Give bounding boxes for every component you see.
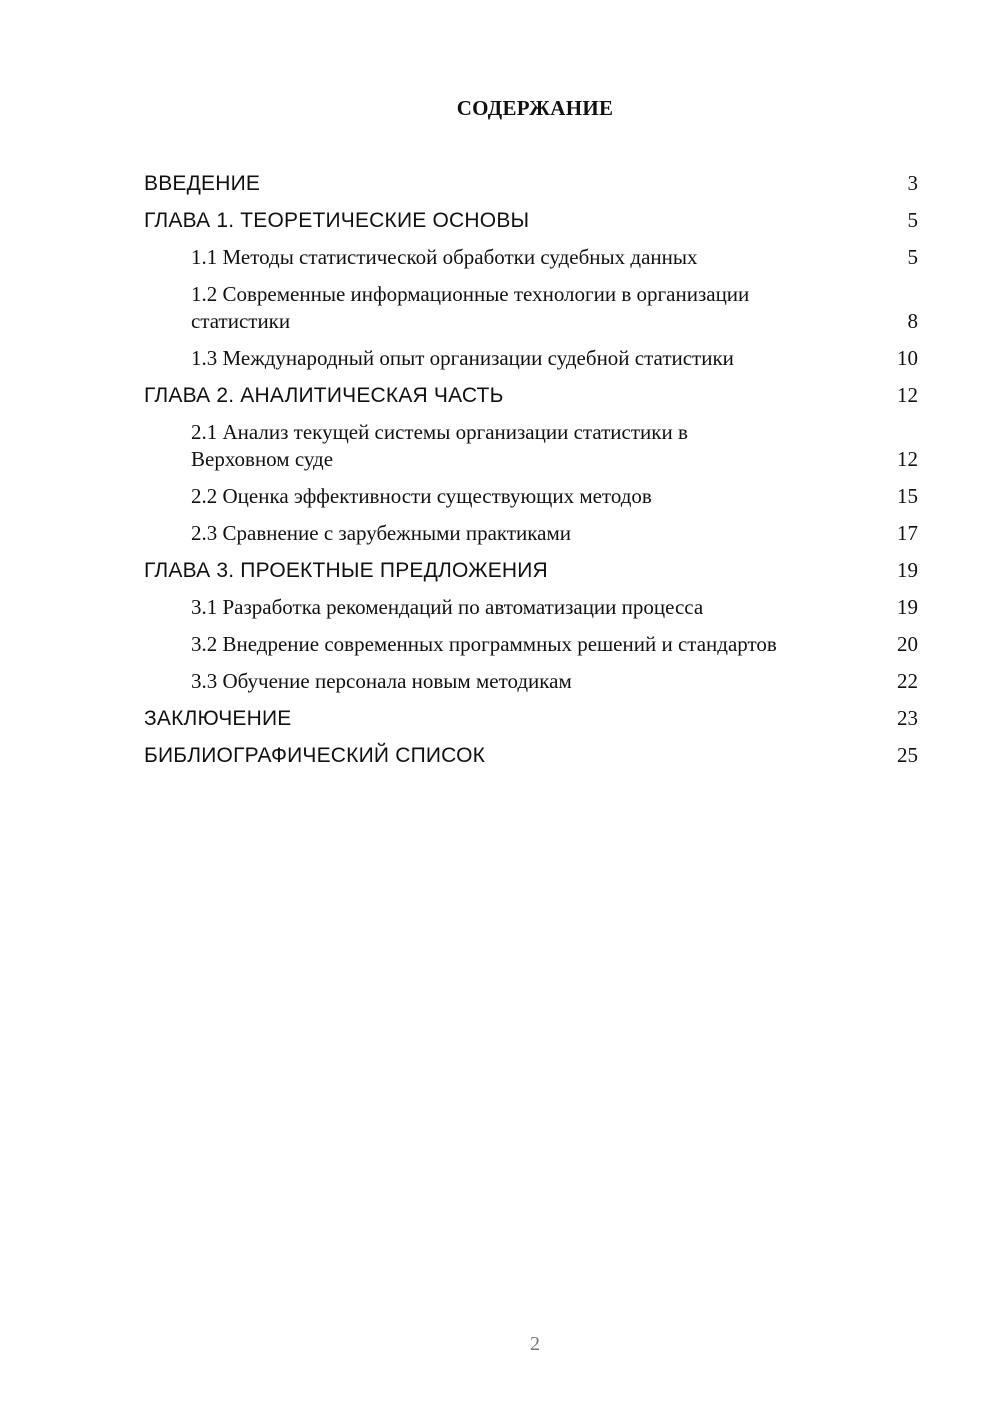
toc-title: СОДЕРЖАНИЕ bbox=[456, 96, 614, 120]
toc-entry-text: ВВЕДЕНИЕ bbox=[144, 172, 261, 195]
toc-entry-page: 12 bbox=[897, 447, 918, 471]
toc-entry-page: 22 bbox=[897, 669, 918, 693]
toc-entry-section-1-3[interactable] bbox=[144, 345, 918, 372]
toc-entry-page: 25 bbox=[897, 743, 918, 767]
toc-entry-page: 5 bbox=[907, 245, 918, 269]
toc-entry-text: БИБЛИОГРАФИЧЕСКИЙ СПИСОК bbox=[144, 744, 486, 767]
toc-entry-section-1-1[interactable] bbox=[144, 244, 918, 271]
toc-entry-section-3-1[interactable] bbox=[144, 594, 918, 621]
toc-entry-text: ГЛАВА 1. ТЕОРЕТИЧЕСКИЕ ОСНОВЫ bbox=[144, 209, 530, 232]
toc-entry-page: 10 bbox=[897, 346, 918, 370]
toc-entry-page: 12 bbox=[897, 383, 918, 407]
toc-entry-text: ЗАКЛЮЧЕНИЕ bbox=[144, 707, 292, 730]
toc-entry-page: 19 bbox=[897, 558, 918, 582]
toc-entry-text: ГЛАВА 3. ПРОЕКТНЫЕ ПРЕДЛОЖЕНИЯ bbox=[144, 559, 548, 582]
toc-entry-page: 15 bbox=[897, 484, 918, 508]
toc-entry-conclusion[interactable] bbox=[144, 705, 918, 732]
toc-entry-text: 2.3 Сравнение с зарубежными практиками bbox=[191, 521, 571, 545]
toc-entry-section-2-1[interactable] bbox=[144, 419, 918, 473]
toc-entry-chapter-2[interactable] bbox=[144, 382, 918, 409]
toc-entry-section-2-3[interactable] bbox=[144, 520, 918, 547]
toc-entry-text: 2.2 Оценка эффективности существующих методов bbox=[191, 484, 652, 508]
toc-entry-text: ГЛАВА 2. АНАЛИТИЧЕСКАЯ ЧАСТЬ bbox=[144, 384, 504, 407]
table-of-contents bbox=[144, 170, 918, 779]
toc-entry-section-3-3[interactable] bbox=[144, 668, 918, 695]
toc-entry-chapter-1[interactable] bbox=[144, 207, 918, 234]
toc-entry-page: 5 bbox=[907, 208, 918, 232]
toc-entry-introduction[interactable] bbox=[144, 170, 918, 197]
toc-entry-page: 8 bbox=[907, 309, 918, 333]
toc-entry-bibliography[interactable] bbox=[144, 742, 918, 769]
toc-entry-section-1-2[interactable] bbox=[144, 281, 918, 335]
toc-entry-page: 19 bbox=[897, 595, 918, 619]
toc-entry-page: 3 bbox=[907, 171, 918, 195]
toc-entry-text: 1.2 Современные информационные технологии в организации статистики bbox=[191, 282, 750, 333]
toc-entry-chapter-3[interactable] bbox=[144, 557, 918, 584]
toc-entry-page: 23 bbox=[897, 706, 918, 730]
toc-entry-text: 3.2 Внедрение современных программных решений и стандартов bbox=[191, 632, 777, 656]
toc-entry-page: 17 bbox=[897, 521, 918, 545]
toc-entry-text: 3.1 Разработка рекомендаций по автоматизации процесса bbox=[191, 595, 704, 619]
toc-entry-text: 1.1 Методы статистической обработки судебных данных bbox=[191, 245, 698, 269]
toc-entry-section-2-2[interactable] bbox=[144, 483, 918, 510]
page-number: 2 bbox=[530, 1333, 540, 1355]
toc-entry-text: 3.3 Обучение персонала новым методикам bbox=[191, 669, 572, 693]
toc-entry-text: 1.3 Международный опыт организации судебной статистики bbox=[191, 346, 734, 370]
toc-entry-section-3-2[interactable] bbox=[144, 631, 918, 658]
toc-entry-text: 2.1 Анализ текущей системы организации статистики в Верховном суде bbox=[191, 420, 688, 471]
toc-entry-page: 20 bbox=[897, 632, 918, 656]
